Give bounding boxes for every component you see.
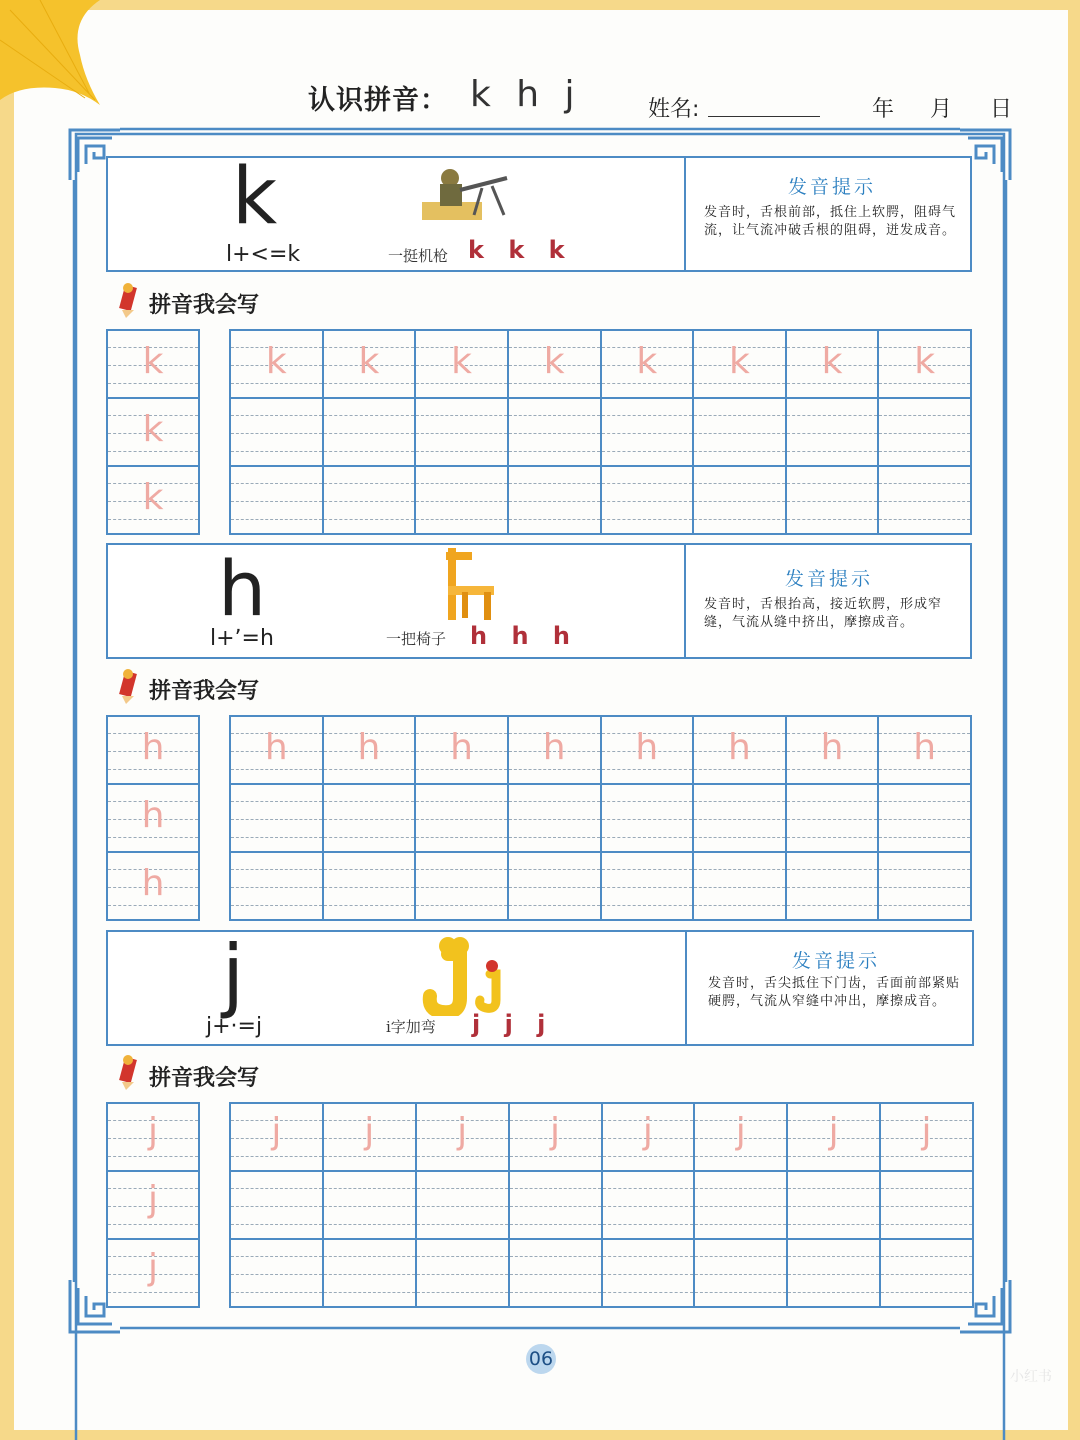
writing-cell[interactable] xyxy=(508,466,601,534)
panel-divider xyxy=(685,932,687,1044)
writing-cell[interactable]: j xyxy=(107,1103,199,1171)
write-section-title-h: 拼音我会写 xyxy=(149,679,260,704)
trace-letter: h xyxy=(357,727,381,768)
writing-cell[interactable] xyxy=(694,1103,787,1171)
writing-cell[interactable] xyxy=(786,330,879,398)
writing-cell[interactable] xyxy=(509,1103,602,1171)
writing-cell[interactable] xyxy=(323,466,416,534)
letter-h-formula: l+ʼ=h xyxy=(210,626,274,651)
writing-cell[interactable] xyxy=(416,1103,509,1171)
writing-cell[interactable] xyxy=(509,1239,602,1307)
trace-letter: h xyxy=(820,727,844,768)
writing-cell[interactable] xyxy=(601,330,694,398)
letter-k-caption-letters: k k k xyxy=(468,236,565,264)
writing-grid-j-left xyxy=(106,1102,200,1306)
writing-cell[interactable] xyxy=(786,466,879,534)
trace-letter: j xyxy=(735,1111,746,1152)
writing-grid-k-left xyxy=(106,329,200,533)
writing-cell[interactable] xyxy=(416,1171,509,1239)
writing-cell[interactable]: h xyxy=(107,716,199,784)
writing-cell[interactable] xyxy=(323,398,416,466)
writing-cell[interactable]: j xyxy=(107,1239,199,1307)
write-section-title-k: 拼音我会写 xyxy=(149,293,260,318)
writing-cell[interactable] xyxy=(230,784,323,852)
trace-letter: h xyxy=(913,727,937,768)
writing-grid-h-right xyxy=(229,715,972,919)
writing-cell[interactable]: k xyxy=(107,466,199,534)
trace-letter: h xyxy=(728,727,751,768)
trace-letter: j xyxy=(457,1111,468,1152)
trace-letter: j xyxy=(828,1111,839,1152)
date-year-label: 年 xyxy=(872,97,895,122)
writing-cell[interactable]: k xyxy=(107,398,199,466)
writing-cell[interactable] xyxy=(880,1171,973,1239)
writing-cell[interactable] xyxy=(693,466,786,534)
writing-cell[interactable] xyxy=(786,852,879,920)
letter-k-tip-title: 发音提示 xyxy=(788,176,877,198)
page-number: 06 xyxy=(526,1344,556,1374)
writing-cell[interactable] xyxy=(693,784,786,852)
name-label: 姓名: xyxy=(648,97,700,122)
writing-cell[interactable] xyxy=(602,1171,695,1239)
writing-cell[interactable]: k xyxy=(107,330,199,398)
machine-gunner-icon xyxy=(412,160,512,230)
writing-cell[interactable] xyxy=(230,852,323,920)
trace-letter: h xyxy=(542,727,566,768)
pencil-mascot-icon xyxy=(112,1054,142,1090)
writing-cell[interactable] xyxy=(323,716,416,784)
trace-letter: k xyxy=(265,341,287,382)
trace-letter: j xyxy=(550,1111,561,1152)
letter-k-formula: l+<=k xyxy=(226,242,301,267)
writing-grid-h-left xyxy=(106,715,200,919)
letter-j-caption-letters: j j j xyxy=(472,1010,546,1038)
writing-cell[interactable] xyxy=(878,330,971,398)
letter-h-stroke-demo: h xyxy=(218,544,267,633)
writing-cell[interactable] xyxy=(323,852,416,920)
writing-cell[interactable] xyxy=(787,1239,880,1307)
date-month-label: 月 xyxy=(930,97,953,122)
trace-letter: h xyxy=(450,727,473,768)
chair-icon xyxy=(440,546,500,624)
writing-cell[interactable] xyxy=(415,398,508,466)
trace-letter: k xyxy=(636,341,658,382)
writing-grid-j-right xyxy=(229,1102,974,1306)
letter-k-caption: 一挺机枪 xyxy=(388,247,449,265)
writing-cell[interactable] xyxy=(230,398,323,466)
trace-letter: k xyxy=(358,341,380,382)
writing-cell[interactable] xyxy=(509,1171,602,1239)
page-title: 认识拼音： xyxy=(308,85,448,116)
letter-j-tip-text: 发音时，舌尖抵住下门齿，舌面前部紧贴硬腭，气流从窄缝中冲出，摩擦成音。 xyxy=(708,976,961,1009)
letter-j-caption: i字加弯 xyxy=(386,1018,436,1036)
writing-cell[interactable] xyxy=(415,784,508,852)
trace-letter: k xyxy=(729,341,750,382)
writing-cell[interactable] xyxy=(323,784,416,852)
writing-cell[interactable] xyxy=(878,784,971,852)
trace-letter: j xyxy=(642,1111,653,1152)
writing-cell[interactable] xyxy=(415,330,508,398)
writing-cell[interactable] xyxy=(602,1239,695,1307)
write-section-title-j: 拼音我会写 xyxy=(149,1066,260,1091)
pencil-mascot-icon xyxy=(112,668,142,704)
writing-cell[interactable] xyxy=(323,1239,416,1307)
writing-cell[interactable] xyxy=(416,1239,509,1307)
letter-k-stroke-demo: k xyxy=(232,152,278,242)
writing-cell[interactable] xyxy=(230,1103,323,1171)
writing-cell[interactable]: h xyxy=(107,784,199,852)
writing-cell[interactable] xyxy=(230,716,323,784)
trace-letter: h xyxy=(635,727,659,768)
letter-j-stroke-demo: j xyxy=(222,928,245,1021)
writing-cell[interactable]: j xyxy=(107,1171,199,1239)
writing-cell[interactable] xyxy=(323,330,416,398)
writing-cell[interactable] xyxy=(786,398,879,466)
writing-cell[interactable] xyxy=(880,1239,973,1307)
writing-cell[interactable] xyxy=(230,330,323,398)
writing-cell[interactable]: h xyxy=(107,852,199,920)
writing-grid-k-right xyxy=(229,329,972,533)
writing-cell[interactable] xyxy=(601,466,694,534)
writing-cell[interactable] xyxy=(693,716,786,784)
panel-divider xyxy=(684,158,686,270)
writing-cell[interactable] xyxy=(787,1103,880,1171)
writing-cell[interactable] xyxy=(878,716,971,784)
letter-h-caption: 一把椅子 xyxy=(386,630,447,648)
letter-j-formula: j+·=j xyxy=(206,1014,263,1039)
writing-cell[interactable] xyxy=(693,398,786,466)
writing-cell[interactable] xyxy=(693,330,786,398)
trace-letter: k xyxy=(914,341,936,382)
watermark-logo: 小红书 xyxy=(1010,1369,1052,1385)
writing-cell[interactable] xyxy=(878,852,971,920)
letter-h-caption-letters: h h h xyxy=(470,622,570,650)
writing-cell[interactable] xyxy=(230,1171,323,1239)
writing-cell[interactable] xyxy=(601,716,694,784)
writing-cell[interactable] xyxy=(786,716,879,784)
writing-cell[interactable] xyxy=(694,1239,787,1307)
trace-letter: k xyxy=(543,341,565,382)
panel-divider xyxy=(684,545,686,657)
writing-cell[interactable] xyxy=(878,398,971,466)
trace-letter: k xyxy=(451,341,472,382)
title-letters: k h j xyxy=(470,74,575,115)
writing-cell[interactable] xyxy=(323,1171,416,1239)
writing-cell[interactable] xyxy=(786,784,879,852)
writing-cell[interactable] xyxy=(230,466,323,534)
trace-letter: j xyxy=(921,1111,932,1152)
writing-cell[interactable] xyxy=(508,330,601,398)
trace-letter: h xyxy=(264,727,288,768)
letter-k-tip-text: 发音时，舌根前部，抵住上软腭，阻碍气流，让气流冲破舌根的阻碍，迸发成音。 xyxy=(704,205,957,238)
date-day-label: 日 xyxy=(990,97,1013,122)
trace-letter: j xyxy=(271,1111,282,1152)
writing-cell[interactable] xyxy=(601,784,694,852)
writing-cell[interactable] xyxy=(601,852,694,920)
writing-cell[interactable] xyxy=(323,1103,416,1171)
writing-cell[interactable] xyxy=(880,1103,973,1171)
writing-cell[interactable] xyxy=(415,852,508,920)
writing-cell[interactable] xyxy=(602,1103,695,1171)
writing-cell[interactable] xyxy=(693,852,786,920)
letter-j-tip-title: 发音提示 xyxy=(792,950,881,972)
trace-letter: j xyxy=(364,1111,375,1152)
writing-cell[interactable] xyxy=(508,784,601,852)
writing-cell[interactable] xyxy=(878,466,971,534)
writing-cell[interactable] xyxy=(415,716,508,784)
writing-cell[interactable] xyxy=(508,852,601,920)
writing-cell[interactable] xyxy=(694,1171,787,1239)
letter-h-tip-text: 发音时，舌根抬高，接近软腭，形成窄缝，气流从缝中挤出，摩擦成音。 xyxy=(704,597,943,630)
trace-letter: k xyxy=(821,341,843,382)
writing-cell[interactable] xyxy=(508,716,601,784)
letter-h-tip-title: 发音提示 xyxy=(785,568,874,590)
pencil-mascot-icon xyxy=(112,282,142,318)
writing-cell[interactable] xyxy=(415,466,508,534)
j-character-icon xyxy=(420,934,512,1016)
writing-cell[interactable] xyxy=(230,1239,323,1307)
writing-cell[interactable] xyxy=(787,1171,880,1239)
writing-cell[interactable] xyxy=(508,398,601,466)
writing-cell[interactable] xyxy=(601,398,694,466)
